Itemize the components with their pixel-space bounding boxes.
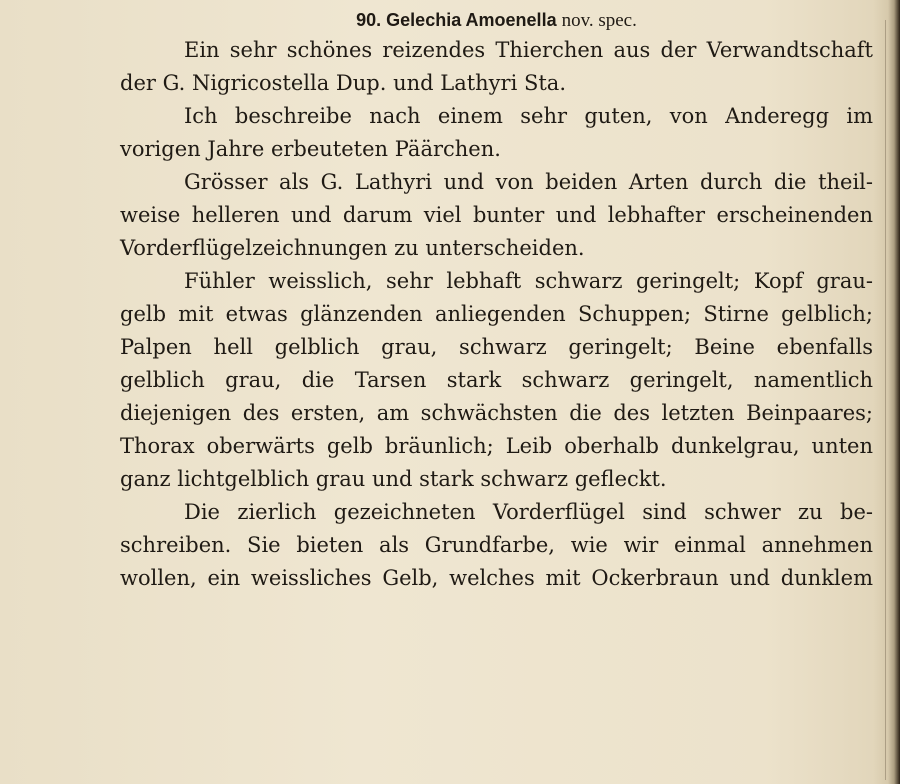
text-line: Ein sehr schönes reizendes Thierchen aus der Verwandtschaft xyxy=(184,38,873,62)
text-line: wollen, ein weissliches Gelb, welches mit Ockerbraun und dunklem xyxy=(120,566,873,590)
text-line: gelb mit etwas glänzenden anliegenden Schuppen; Stirne gelblich; xyxy=(120,302,873,326)
paragraph xyxy=(120,496,873,595)
page-edge-shadow xyxy=(885,20,886,780)
text-line: Die zierlich gezeichneten Vorderflügel sind schwer zu be- xyxy=(184,500,873,524)
text-line: Palpen hell gelblich grau, schwarz geringelt; Beine ebenfalls xyxy=(120,335,873,359)
paragraph xyxy=(120,265,873,496)
page-text-block xyxy=(120,0,873,595)
text-line: gelblich grau, die Tarsen stark schwarz geringelt, namentlich xyxy=(120,368,873,392)
text-line: Vorderflügelzeichnungen zu unterscheiden. xyxy=(120,236,585,260)
text-line: ganz lichtgelblich grau und stark schwarz gefleckt. xyxy=(120,467,667,491)
paragraph xyxy=(120,34,873,100)
text-line: Fühler weisslich, sehr lebhaft schwarz geringelt; Kopf grau- xyxy=(184,269,873,293)
text-line: vorigen Jahre erbeuteten Päärchen. xyxy=(120,137,501,161)
book-spine-edge xyxy=(888,0,900,784)
species-number: 90. xyxy=(356,10,382,30)
text-line: Ich beschreibe nach einem sehr guten, von Anderegg im xyxy=(184,104,873,128)
text-line: Thorax oberwärts gelb bräunlich; Leib oberhalb dunkelgrau, unten xyxy=(120,434,873,458)
species-name: Gelechia Amoenella xyxy=(386,10,557,30)
paragraph xyxy=(120,166,873,265)
text-line: der G. Nigricostella Dup. und Lathyri Sta. xyxy=(120,71,566,95)
text-line: schreiben. Sie bieten als Grundfarbe, wie wir einmal annehmen xyxy=(120,533,873,557)
text-line: diejenigen des ersten, am schwächsten die des letzten Beinpaares; xyxy=(120,401,873,425)
section-heading xyxy=(120,0,873,34)
text-line: Grösser als G. Lathyri und von beiden Arten durch die theil- xyxy=(184,170,873,194)
paragraph xyxy=(120,100,873,166)
text-line: weise helleren und darum viel bunter und lebhafter erscheinenden xyxy=(120,203,873,227)
species-tag: nov. spec. xyxy=(561,10,637,31)
